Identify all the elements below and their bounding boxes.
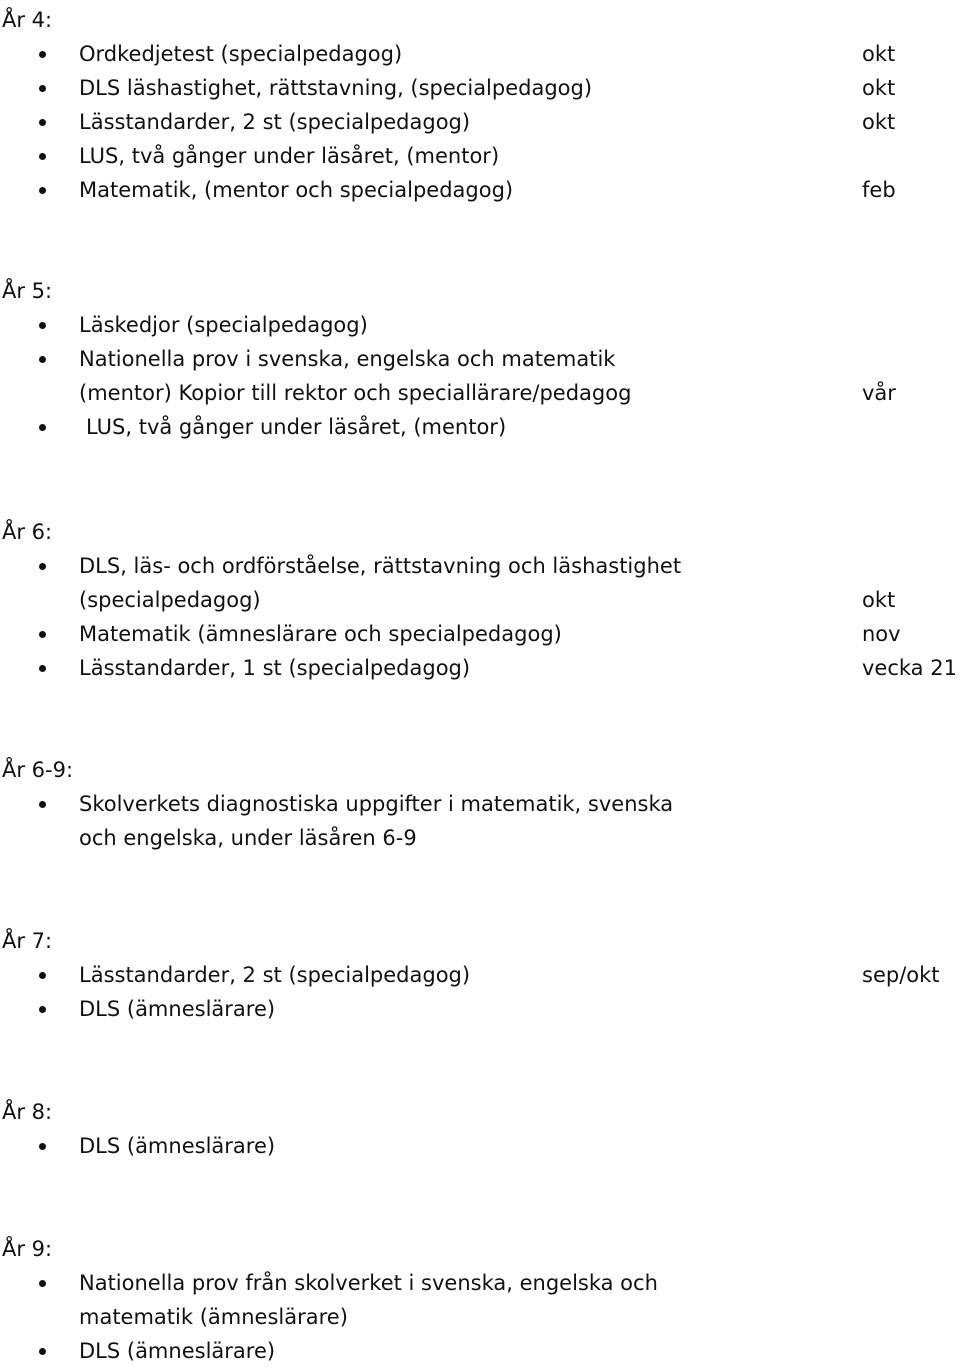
item-text: Nationella prov i svenska, engelska och matematik xyxy=(79,347,616,371)
item-text: Ordkedjetest (specialpedagog) xyxy=(79,42,403,66)
item-text: DLS (ämneslärare) xyxy=(79,997,276,1021)
list-item xyxy=(0,37,960,71)
list-item xyxy=(0,651,960,685)
item-timing: okt xyxy=(862,110,896,134)
item-timing: okt xyxy=(862,42,896,66)
list-item xyxy=(0,958,960,992)
bullet-icon xyxy=(39,322,46,329)
list-item xyxy=(0,410,960,444)
bullet-icon xyxy=(39,1006,46,1013)
section-heading: År 6: xyxy=(2,520,53,544)
item-timing: okt xyxy=(862,76,896,100)
bullet-icon xyxy=(39,801,46,808)
section-heading: År 6-9: xyxy=(2,758,74,782)
list-item xyxy=(0,71,960,105)
list-item-continuation xyxy=(0,1300,960,1334)
item-text: Lässtandarder, 2 st (specialpedagog) xyxy=(79,963,471,987)
list-item xyxy=(0,549,960,583)
bullet-icon xyxy=(39,1280,46,1287)
list-item xyxy=(0,105,960,139)
item-text-continuation: (mentor) Kopior till rektor och speciallärare/pedagog xyxy=(79,381,632,405)
list-item xyxy=(0,342,960,376)
section-heading: År 7: xyxy=(2,929,53,953)
item-timing: vår xyxy=(862,381,896,405)
bullet-icon xyxy=(39,1348,46,1355)
item-text: Nationella prov från skolverket i svenska, engelska och xyxy=(79,1271,658,1295)
item-text-continuation: matematik (ämneslärare) xyxy=(79,1305,348,1329)
item-text: Matematik, (mentor och specialpedagog) xyxy=(79,178,514,202)
item-text: DLS läshastighet, rättstavning, (specialpedagog) xyxy=(79,76,593,100)
list-item xyxy=(0,1129,960,1163)
list-item-continuation xyxy=(0,583,960,617)
bullet-icon xyxy=(39,85,46,92)
item-text: Skolverkets diagnostiska uppgifter i matematik, svenska xyxy=(79,792,674,816)
item-text: LUS, två gånger under läsåret, (mentor) xyxy=(86,415,507,439)
bullet-icon xyxy=(39,119,46,126)
bullet-icon xyxy=(39,187,46,194)
list-item xyxy=(0,139,960,173)
section-heading: År 4: xyxy=(2,8,53,32)
item-text: Lässtandarder, 2 st (specialpedagog) xyxy=(79,110,471,134)
section-heading: År 9: xyxy=(2,1237,53,1261)
list-item xyxy=(0,787,960,821)
item-timing: sep/okt xyxy=(862,963,940,987)
item-text: LUS, två gånger under läsåret, (mentor) xyxy=(79,144,500,168)
item-text: Lässtandarder, 1 st (specialpedagog) xyxy=(79,656,471,680)
bullet-icon xyxy=(39,631,46,638)
list-item xyxy=(0,1266,960,1300)
list-item xyxy=(0,308,960,342)
item-text-continuation: (specialpedagog) xyxy=(79,588,261,612)
bullet-icon xyxy=(39,1143,46,1150)
item-timing: vecka 21 xyxy=(862,656,957,680)
bullet-icon xyxy=(39,153,46,160)
item-timing: feb xyxy=(862,178,896,202)
bullet-icon xyxy=(39,424,46,431)
item-text: DLS (ämneslärare) xyxy=(79,1134,276,1158)
list-item-continuation xyxy=(0,821,960,855)
bullet-icon xyxy=(39,972,46,979)
item-text-continuation: och engelska, under läsåren 6-9 xyxy=(79,826,417,850)
bullet-icon xyxy=(39,665,46,672)
bullet-icon xyxy=(39,356,46,363)
list-item xyxy=(0,1334,960,1368)
bullet-icon xyxy=(39,563,46,570)
list-item xyxy=(0,173,960,207)
item-text: DLS, läs- och ordförståelse, rättstavning och läshastighet xyxy=(79,554,682,578)
item-text: Matematik (ämneslärare och specialpedagog) xyxy=(79,622,562,646)
item-timing: okt xyxy=(862,588,896,612)
section-heading: År 5: xyxy=(2,279,53,303)
list-item-continuation xyxy=(0,376,960,410)
bullet-icon xyxy=(39,51,46,58)
item-timing: nov xyxy=(862,622,901,646)
list-item xyxy=(0,992,960,1026)
item-text: DLS (ämneslärare) xyxy=(79,1339,276,1363)
section-heading: År 8: xyxy=(2,1100,53,1124)
list-item xyxy=(0,617,960,651)
item-text: Läskedjor (specialpedagog) xyxy=(79,313,368,337)
